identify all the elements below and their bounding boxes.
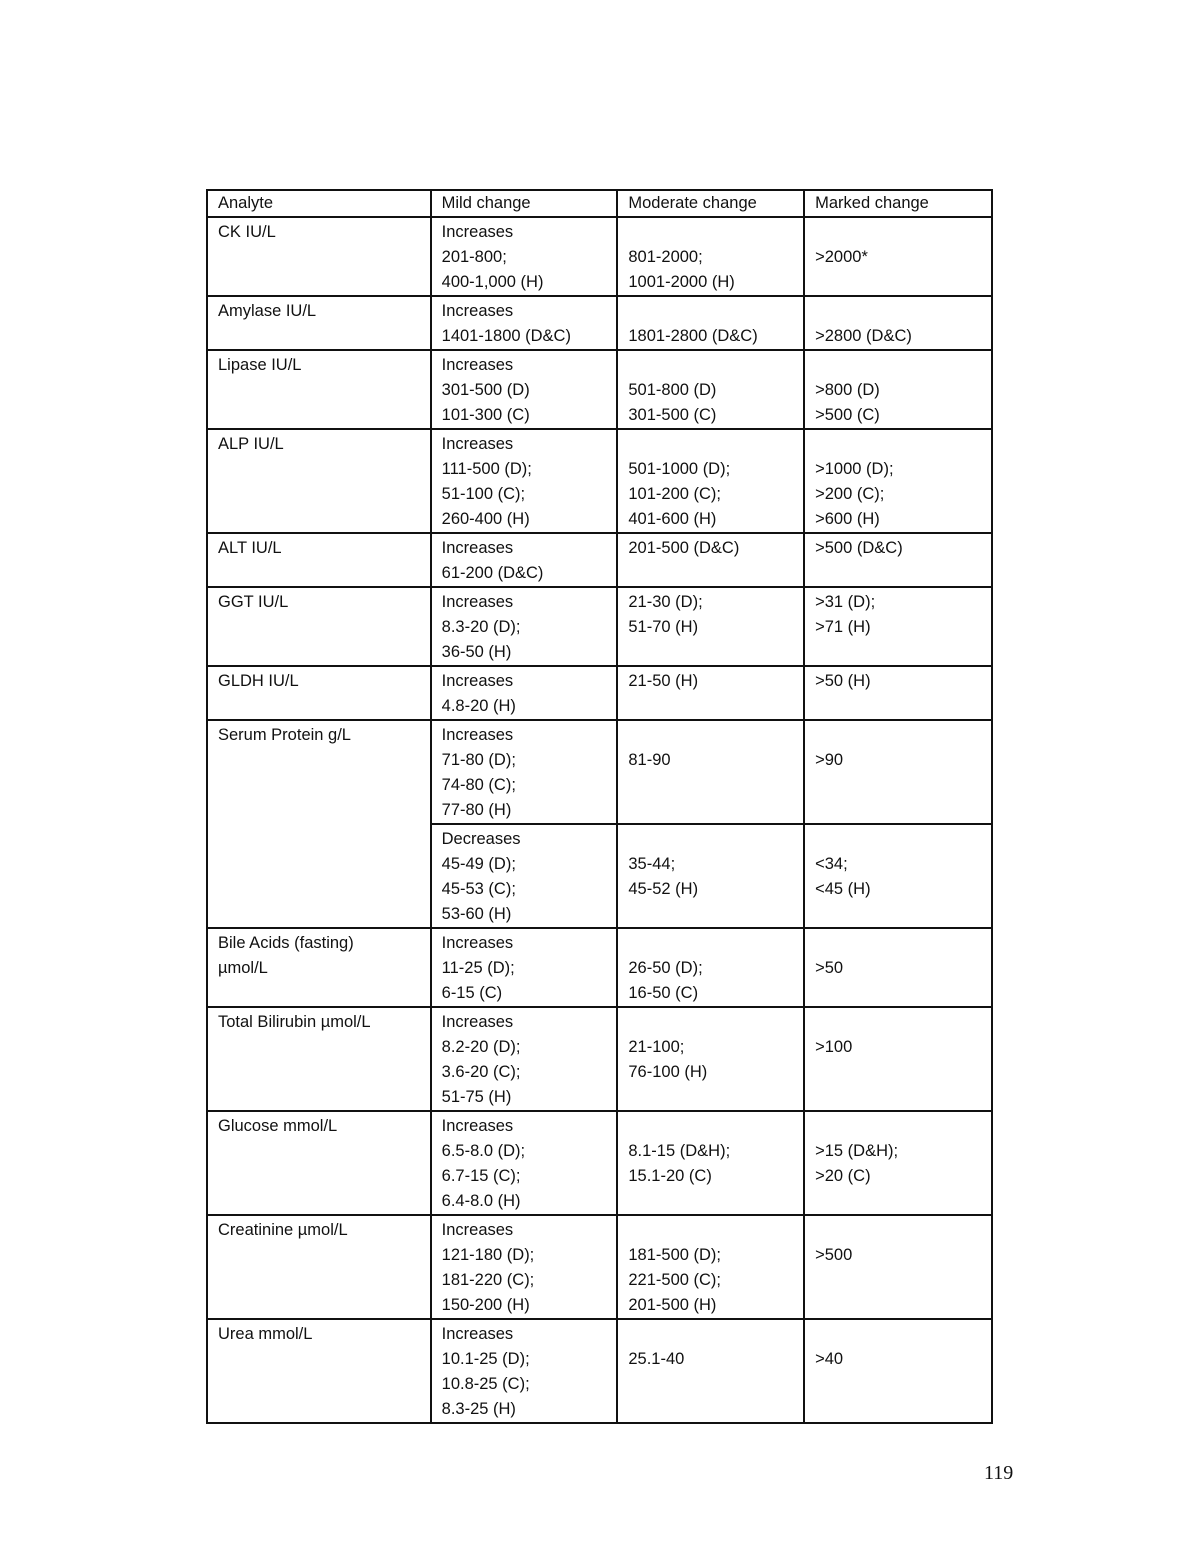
analyte-cell: Total Bilirubin µmol/L [207,1007,431,1111]
table-row [207,720,992,824]
moderate-change-cell: 8.1-15 (D&H); 15.1-20 (C) [617,1111,804,1215]
mild-change-cell: Increases 6.5-8.0 (D); 6.7-15 (C); 6.4-8.0 (H) [431,1111,618,1215]
marked-change-cell: >2000* [804,217,992,296]
moderate-change-cell: 21-30 (D); 51-70 (H) [617,587,804,666]
mild-change-cell: Increases 201-800; 400-1,000 (H) [431,217,618,296]
analyte-cell: GGT IU/L [207,587,431,666]
page-number: 119 [984,1462,1014,1484]
mild-change-cell: Increases 111-500 (D); 51-100 (C); 260-400 (H) [431,429,618,533]
analyte-cell: Bile Acids (fasting) µmol/L [207,928,431,1007]
mild-change-cell: Increases 301-500 (D) 101-300 (C) [431,350,618,429]
table-row [207,429,992,533]
moderate-change-cell: 21-50 (H) [617,666,804,720]
header-marked-change: Marked change [804,190,992,217]
mild-change-cell: Increases 121-180 (D); 181-220 (C); 150-200 (H) [431,1215,618,1319]
moderate-change-cell: 501-800 (D) 301-500 (C) [617,350,804,429]
moderate-change-cell: 801-2000; 1001-2000 (H) [617,217,804,296]
analyte-cell: CK IU/L [207,217,431,296]
table-row [207,217,992,296]
marked-change-cell: >500 [804,1215,992,1319]
moderate-change-cell: 501-1000 (D); 101-200 (C); 401-600 (H) [617,429,804,533]
header-analyte: Analyte [207,190,431,217]
moderate-change-cell: 201-500 (D&C) [617,533,804,587]
table-row [207,1007,992,1111]
analyte-cell: ALP IU/L [207,429,431,533]
mild-change-cell: Increases 61-200 (D&C) [431,533,618,587]
marked-change-cell: >1000 (D); >200 (C); >600 (H) [804,429,992,533]
table-row [207,1319,992,1423]
moderate-change-cell: 21-100; 76-100 (H) [617,1007,804,1111]
marked-change-cell: >500 (D&C) [804,533,992,587]
mild-change-cell: Increases 11-25 (D); 6-15 (C) [431,928,618,1007]
table-row [207,350,992,429]
marked-change-cell: >15 (D&H); >20 (C) [804,1111,992,1215]
table-row [207,533,992,587]
marked-change-cell: >50 [804,928,992,1007]
analyte-cell: ALT IU/L [207,533,431,587]
mild-change-cell: Increases 10.1-25 (D); 10.8-25 (C); 8.3-25 (H) [431,1319,618,1423]
moderate-change-cell: 25.1-40 [617,1319,804,1423]
analyte-cell: Amylase IU/L [207,296,431,350]
marked-change-cell: <34; <45 (H) [804,824,992,928]
marked-change-cell: >2800 (D&C) [804,296,992,350]
header-mild-change: Mild change [431,190,618,217]
header-moderate-change: Moderate change [617,190,804,217]
marked-change-cell: >90 [804,720,992,824]
mild-change-cell: Increases 8.2-20 (D); 3.6-20 (C); 51-75 (H) [431,1007,618,1111]
analyte-cell: Urea mmol/L [207,1319,431,1423]
moderate-change-cell: 1801-2800 (D&C) [617,296,804,350]
table-row [207,1215,992,1319]
moderate-change-cell: 181-500 (D); 221-500 (C); 201-500 (H) [617,1215,804,1319]
table-row [207,1111,992,1215]
marked-change-cell: >40 [804,1319,992,1423]
table-row [207,928,992,1007]
table-header-row [207,190,992,217]
table-row [207,666,992,720]
moderate-change-cell: 35-44; 45-52 (H) [617,824,804,928]
moderate-change-cell: 81-90 [617,720,804,824]
mild-change-cell: Increases 1401-1800 (D&C) [431,296,618,350]
table-row [207,587,992,666]
moderate-change-cell: 26-50 (D); 16-50 (C) [617,928,804,1007]
analyte-cell: Serum Protein g/L [207,720,431,928]
analyte-cell: Creatinine µmol/L [207,1215,431,1319]
marked-change-cell: >50 (H) [804,666,992,720]
analyte-cell: Glucose mmol/L [207,1111,431,1215]
analyte-cell: GLDH IU/L [207,666,431,720]
marked-change-cell: >100 [804,1007,992,1111]
marked-change-cell: >31 (D); >71 (H) [804,587,992,666]
mild-change-cell: Increases 4.8-20 (H) [431,666,618,720]
analyte-change-table [206,189,993,1424]
analyte-cell: Lipase IU/L [207,350,431,429]
mild-change-cell: Increases 8.3-20 (D); 36-50 (H) [431,587,618,666]
table-row [207,296,992,350]
marked-change-cell: >800 (D) >500 (C) [804,350,992,429]
mild-change-cell: Increases 71-80 (D); 74-80 (C); 77-80 (H) [431,720,618,824]
mild-change-cell: Decreases 45-49 (D); 45-53 (C); 53-60 (H) [431,824,618,928]
